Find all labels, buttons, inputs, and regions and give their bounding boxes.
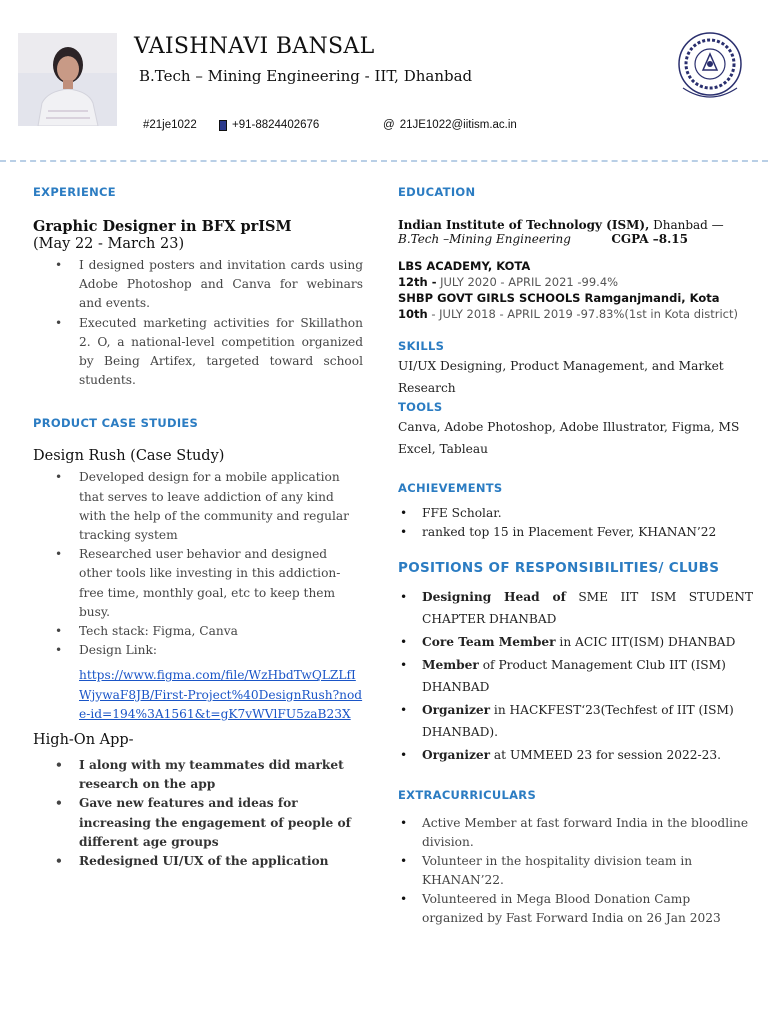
experience-role: Graphic Designer in BFX prISM xyxy=(33,218,292,235)
candidate-name: VAISHNAVI BANSAL xyxy=(134,34,375,59)
list-item xyxy=(398,631,753,653)
list-item: • Redesigned UI/UX of the application xyxy=(33,852,363,871)
education-heading: EDUCATION xyxy=(398,185,476,199)
app-list xyxy=(33,756,363,871)
roll-number-text: #21je1022 xyxy=(143,119,197,131)
extracurriculars-list xyxy=(398,814,753,928)
list-item: • Developed design for a mobile application that serves to leave addiction of any kind with the help of the community and regular tracking system xyxy=(33,468,363,545)
phone-contact xyxy=(219,119,319,131)
list-item: • Volunteer in the hospitality division team in KHANAN’22. xyxy=(398,852,753,890)
shbp-grade: 10th xyxy=(398,307,428,321)
position-role: Designing Head of xyxy=(422,590,566,604)
list-item: • Active Member at fast forward India in the bloodline division. xyxy=(398,814,753,852)
phone-icon xyxy=(219,120,227,131)
position-org: of Product Management Club IIT (ISM) DHANBAD xyxy=(422,658,726,694)
achievements-list xyxy=(398,504,753,542)
list-item: • ranked top 15 in Placement Fever, KHANAN’22 xyxy=(398,523,753,542)
college-location: Dhanbad — xyxy=(649,218,724,232)
education-college xyxy=(398,218,753,232)
position-role: Core Team Member xyxy=(422,635,556,649)
position-role: Organizer xyxy=(422,703,491,717)
degree-subtitle: B.Tech – Mining Engineering - IIT, Dhanbad xyxy=(139,67,473,85)
lbs-detail xyxy=(398,275,753,289)
list-item: • Tech stack: Figma, Canva xyxy=(33,622,363,641)
list-item: • Volunteered in Mega Blood Donation Camp organized by Fast Forward India on 26 Jan 2023 xyxy=(398,890,753,928)
profile-photo xyxy=(18,33,117,126)
list-item: • I along with my teammates did market research on the app xyxy=(33,756,363,794)
position-role: Organizer xyxy=(422,748,491,762)
app-title: High-On App- xyxy=(33,732,134,749)
email-icon: @ xyxy=(383,119,395,131)
college-name: Indian Institute of Technology (ISM), xyxy=(398,218,650,232)
email-text[interactable]: 21JE1022@iitism.ac.in xyxy=(399,119,517,131)
cgpa: CGPA –8.15 xyxy=(611,232,688,246)
left-column xyxy=(33,184,363,871)
lbs-name: LBS ACADEMY, KOTA xyxy=(398,259,531,273)
education-degree xyxy=(398,232,688,246)
positions-heading: POSITIONS OF RESPONSIBILITIES/ CLUBS xyxy=(398,560,720,576)
skills-text: UI/UX Designing, Product Management, and Market Research xyxy=(398,359,724,395)
right-column xyxy=(398,184,753,928)
case-study-list xyxy=(33,468,363,660)
skills-heading: SKILLS xyxy=(398,339,445,353)
case-study-title: Design Rush (Case Study) xyxy=(33,448,225,465)
tools-heading: TOOLS xyxy=(398,400,443,414)
position-org: at UMMEED 23 for session 2022-23. xyxy=(490,748,722,762)
lbs-grade: 12th - xyxy=(398,275,437,289)
degree-name: B.Tech –Mining Engineering xyxy=(398,232,571,246)
extracurriculars-heading: EXTRACURRICULARS xyxy=(398,788,537,802)
list-item: • FFE Scholar. xyxy=(398,504,753,523)
list-item: • Gave new features and ideas for increasing the engagement of people of different age groups xyxy=(33,794,363,852)
achievements-heading: ACHIEVEMENTS xyxy=(398,481,503,495)
list-item: • Executed marketing activities for Skillathon 2. O, a national-level competition organized by Being Artifex, targeted toward school students. xyxy=(33,314,363,391)
list-item: • Design Link: xyxy=(33,641,363,660)
positions-list xyxy=(398,586,753,766)
roll-number xyxy=(143,119,197,131)
list-item xyxy=(398,699,753,743)
position-org: SME IIT ISM STUDENT CHAPTER DHANBAD xyxy=(422,590,753,626)
position-role: Member xyxy=(422,658,479,672)
list-item xyxy=(398,654,753,698)
shbp-name: SHBP GOVT GIRLS SCHOOLS Ramganjmandi, Kota xyxy=(398,291,720,305)
position-org: in ACIC IIT(ISM) DHANBAD xyxy=(555,635,736,649)
tools-text: Canva, Adobe Photoshop, Adobe Illustrator, Figma, MS Excel, Tableau xyxy=(398,420,740,456)
lbs-school xyxy=(398,259,753,273)
figma-design-link[interactable]: https://www.figma.com/file/WzHbdTwQLZLfIWjywaF8JB/First-Project%40DesignRush?node-id=194%3A1561&t=gK7vWVlFU5zaB23X xyxy=(79,668,363,721)
experience-list xyxy=(33,256,363,390)
position-org: in HACKFEST‘23(Techfest of IIT (ISM) DHANBAD). xyxy=(422,703,734,739)
list-item: • Researched user behavior and designed other tools like investing in this addiction-free time, monthly goal, etc to keep them busy. xyxy=(33,545,363,622)
experience-heading: EXPERIENCE xyxy=(33,185,116,199)
header-divider xyxy=(0,160,768,162)
iit-ism-emblem-icon xyxy=(675,28,745,106)
product-case-studies-heading: PRODUCT CASE STUDIES xyxy=(33,416,199,431)
list-item xyxy=(398,744,753,766)
shbp-score: - JULY 2018 - APRIL 2019 -97.83%(1st in Kota district) xyxy=(427,307,738,321)
phone-text: +91-8824402676 xyxy=(232,119,320,131)
shbp-school xyxy=(398,291,753,305)
list-item: • I designed posters and invitation cards using Adobe Photoshop and Canva for webinars and events. xyxy=(33,256,363,314)
shbp-detail xyxy=(398,307,753,321)
experience-dates: (May 22 - March 23) xyxy=(33,236,185,252)
list-item xyxy=(398,586,753,630)
lbs-score: JULY 2020 - APRIL 2021 -99.4% xyxy=(436,275,619,289)
email-contact[interactable] xyxy=(383,119,517,131)
